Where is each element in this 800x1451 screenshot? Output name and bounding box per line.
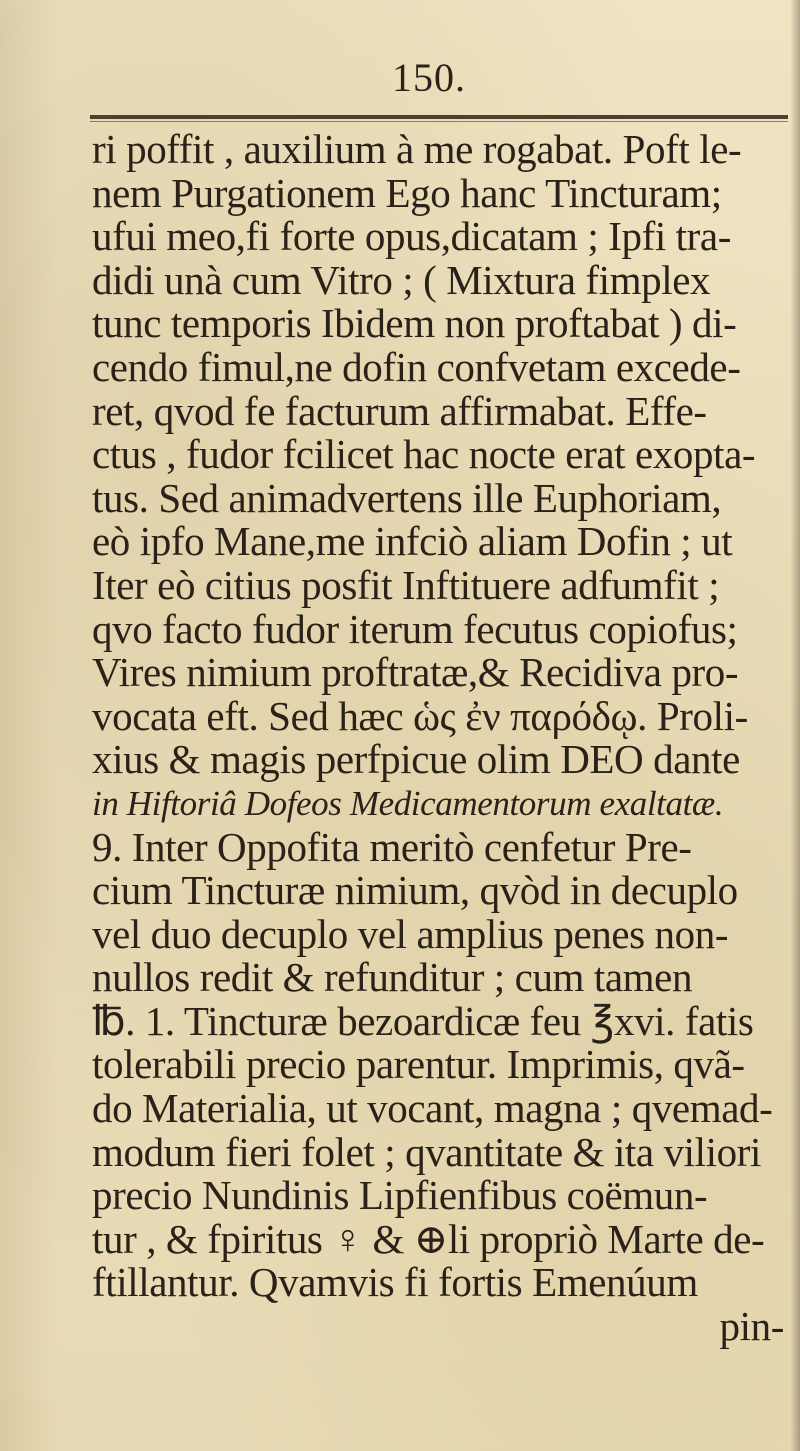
text-line: do Materialia, ut vocant, magna ; qvemad-: [92, 1085, 773, 1132]
text-line: nem Purgationem Ego hanc Tincturam;: [92, 169, 722, 216]
text-line-italic: in Hiftoriâ Dofeos Medicamentorum exaltatæ.: [92, 783, 724, 823]
text-line: cendo fimul,ne dofin confvetam excede-: [92, 343, 741, 390]
text-line: ctus , fudor fcilicet hac nocte erat exopta-: [92, 431, 756, 478]
text-line: vel duo decuplo vel amplius penes non-: [92, 910, 729, 957]
header-rule-thin: [90, 121, 788, 122]
text-line: ftillantur. Qvamvis fi fortis Emenúum: [92, 1259, 698, 1306]
text-line: eò ipfo Mane,me infciò aliam Dofin ; ut: [92, 518, 733, 565]
text-line: Vires nimium proftratæ,& Recidiva pro-: [92, 649, 739, 696]
text-line: vocata eft. Sed hæc ὡς ἐν παρόδῳ. Proli-: [92, 692, 748, 739]
text-line: ret, qvod fe facturum affirmabat. Effe-: [92, 387, 707, 434]
text-line: tunc temporis Ibidem non proftabat ) di-: [92, 300, 737, 347]
text-line: qvo facto fudor iterum fecutus copiofus;: [92, 605, 738, 652]
text-line: xius & magis perfpicue olim DEO dante: [92, 736, 740, 783]
text-line: ri poffit , auxilium à me rogabat. Poft le-: [92, 126, 742, 172]
page-number: 150.: [392, 55, 466, 100]
page-gutter-shadow: [0, 0, 60, 1451]
text-line: tus. Sed animadvertens ille Euphoriam,: [92, 474, 722, 521]
text-line: precio Nundinis Lipfienfibus coëmun-: [92, 1172, 708, 1219]
text-line: 9. Inter Oppofita meritò cenfetur Pre-: [92, 823, 692, 870]
text-line: ufui meo,fi forte opus,dicatam ; Ipfi tra-: [92, 213, 731, 260]
text-line: Iter eò citius posfit Inftituere adfumfit ;: [92, 561, 720, 608]
header-rule: [90, 115, 788, 119]
text-line: cium Tincturæ nimium, qvòd in decuplo: [92, 867, 738, 914]
text-line: didi unà cum Vitro ; ( Mixtura fimplex: [92, 256, 711, 303]
catchword: pin-: [719, 1303, 784, 1350]
body-text: [92, 128, 800, 1349]
text-line: modum fieri folet ; qvantitate & ita viliori: [92, 1128, 761, 1175]
text-line: tolerabili precio parentur. Imprimis, qvã-: [92, 1041, 745, 1088]
text-line: ℔. 1. Tincturæ bezoardicæ feu ℥xvi. fatis: [92, 997, 754, 1044]
text-line: tur , & fpiritus ♀ & ⊕li propriò Marte de-: [92, 1215, 765, 1262]
text-line: nullos redit & refunditur ; cum tamen: [92, 954, 693, 1001]
